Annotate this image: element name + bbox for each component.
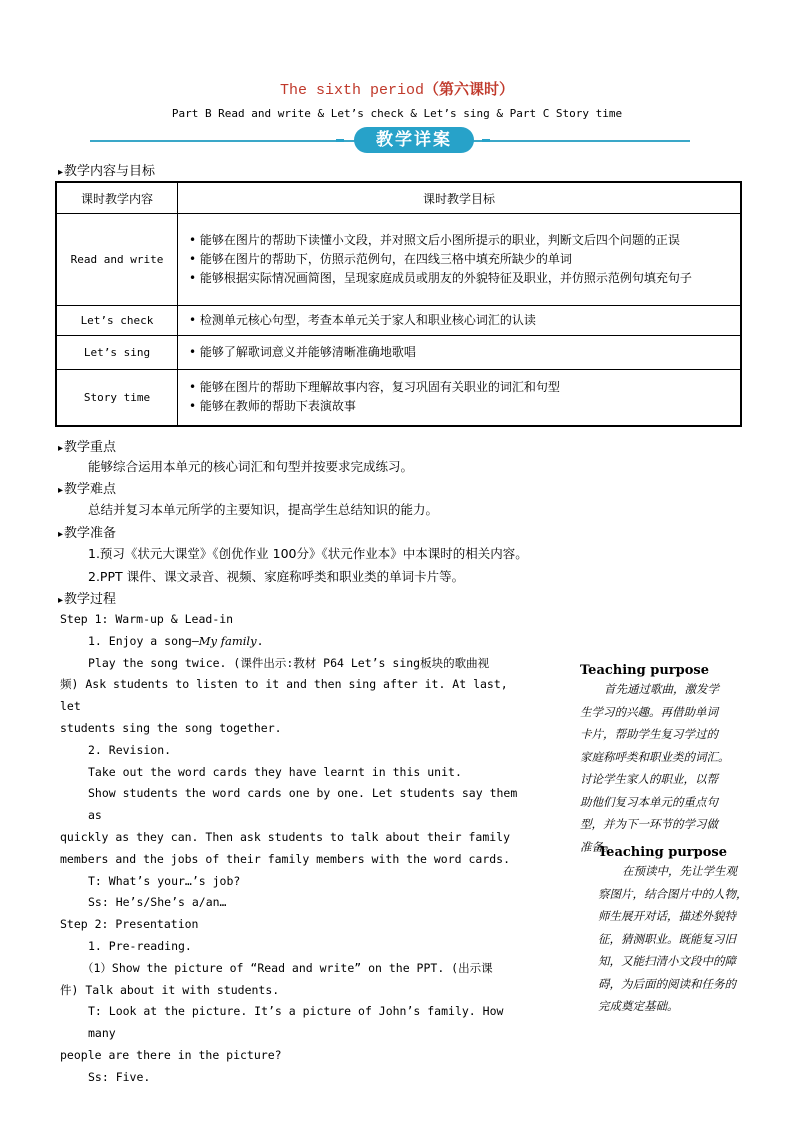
process-line: 件) Talk about it with students. — [60, 982, 280, 997]
sidebar-note-line: 师生展开对话，描述外貌特 — [598, 909, 736, 923]
process-line: Ss: He’s/She’s a/an… — [88, 895, 227, 910]
table-cell-goals — [178, 306, 742, 336]
sidebar-note-line: 碍，为后面的阅读和任务的 — [598, 976, 736, 991]
process-body — [60, 609, 532, 1089]
sidebar-note-line: 征，猜测职业。既能复习旧 — [598, 931, 736, 946]
sidebar-note-line: 讨论学生家人的职业，以帮 — [580, 772, 718, 786]
prep-item: 2.PPT 课件、课文录音、视频、家庭称呼类和职业类的单词卡片等。 — [88, 569, 465, 584]
table-cell-goals — [178, 336, 742, 370]
table-cell-lesson: Read and write — [56, 214, 178, 306]
section-heading-difficulties: ▸ 教学难点 — [58, 478, 116, 497]
process-line: quickly as they can. Then ask students to talk about their family — [60, 829, 511, 844]
table-cell-lesson: Story time — [56, 370, 178, 426]
page-subtitle: Part B Read and write & Let’s check & Let’s sing & Part C Story time — [171, 107, 623, 120]
sidebar-note-line: 家庭称呼类和职业类的词汇。 — [580, 749, 730, 764]
section-banner: 教学详案 — [354, 127, 474, 153]
sidebar-note-line: 首先通过歌曲，激发学 — [604, 682, 719, 696]
sidebar-note-line: 卡片，帮助学生复习学过的 — [580, 727, 718, 741]
goal-item: • 能够了解歌词意义并能够清晰准确地歌唱 — [187, 343, 733, 362]
step-heading: Step 2: Presentation — [60, 917, 199, 932]
title-chinese: （第六课时） — [424, 80, 515, 98]
goal-item: • 检测单元核心句型，考查本单元关于家人和职业核心词汇的认读 — [187, 311, 733, 330]
table-row — [56, 336, 741, 370]
sidebar-note-line: 助他们复习本单元的重点句 — [580, 794, 718, 809]
sidebar-note-line: 准备。 — [580, 839, 615, 854]
sidebar-note-line: 在预读中，先让学生观 — [622, 864, 737, 878]
banner-dash-right — [482, 139, 490, 142]
sidebar-note-line: 完成奠定基础。 — [598, 999, 679, 1013]
process-line: students sing the song together. — [60, 720, 282, 735]
process-line: members and the jobs of their family members with the word cards. — [60, 851, 511, 866]
title-english: The sixth period — [279, 82, 424, 99]
process-line: T: What’s your…’s job? — [88, 873, 241, 888]
sidebar-note-line: 生学习的兴趣。再借助单词 — [580, 704, 718, 719]
table-cell-goals — [178, 370, 742, 426]
sidebar-note-title: Teaching purpose — [598, 845, 727, 860]
table-row — [56, 370, 741, 426]
table-cell-goals — [178, 214, 742, 306]
goal-item: • 能够在图片的帮助下，仿照示范例句，在四线三格中填充所缺少的单词 — [187, 250, 733, 269]
goals-table — [55, 181, 742, 427]
banner-dash-left — [336, 139, 344, 142]
goal-item: • 能够根据实际情况画简图，呈现家庭成员或朋友的外貌特征及职业，并仿照示范例句填充句子 — [187, 269, 733, 288]
process-line: 频) Ask students to listen to it and then sing after it. At last, let — [60, 677, 508, 714]
process-line: （1）Show the picture of “Read and write” on the PPT. (出示课 — [82, 960, 493, 975]
page-title — [0, 78, 794, 99]
process-line: Ss: Five. — [88, 1069, 151, 1084]
table-cell-lesson: Let’s sing — [56, 336, 178, 370]
process-line: Show students the word cards one by one. Let students say them as — [88, 786, 518, 823]
process-line: 1. Pre-reading. — [88, 938, 192, 953]
section-heading-key-points: ▸ 教学重点 — [58, 436, 116, 455]
process-line: T: Look at the picture. It’s a picture of John’s family. How many — [88, 1004, 504, 1041]
section-heading-process: ▸ 教学过程 — [58, 588, 116, 607]
table-cell-lesson: Let’s check — [56, 306, 178, 336]
goal-item: • 能够在图片的帮助下读懂小文段，并对照文后小图所提示的职业，判断文后四个问题的正误 — [187, 231, 733, 250]
sidebar-note-line: 型，并为下一环节的学习做 — [580, 817, 718, 831]
difficulties-text: 总结并复习本单元所学的主要知识，提高学生总结知识的能力。 — [88, 502, 439, 517]
sidebar-note — [598, 845, 774, 1018]
process-line: Play the song twice. (课件出示:教材 P64 Let’s sing板块的歌曲视 — [88, 655, 490, 670]
table-header-goals: 课时教学目标 — [178, 182, 742, 214]
table-row — [56, 306, 741, 336]
goal-item: • 能够在教师的帮助下表演故事 — [187, 397, 733, 416]
table-row — [56, 214, 741, 306]
table-header-content: 课时教学内容 — [56, 182, 178, 214]
sidebar-note-line: 知，又能扫清小文段中的障 — [598, 954, 736, 968]
sidebar-note-title: Teaching purpose — [580, 663, 709, 678]
sidebar-note-line: 察图片，结合图片中的人物， — [598, 886, 748, 901]
process-line: Take out the word cards they have learnt in this unit. — [88, 764, 462, 779]
prep-item: 1.预习《状元大课堂》《创优作业 100分》《状元作业本》中本课时的相关内容。 — [88, 546, 528, 561]
goal-item: • 能够在图片的帮助下理解故事内容，复习巩固有关职业的词汇和句型 — [187, 378, 733, 397]
process-line: people are there in the picture? — [60, 1047, 282, 1062]
step-heading: Step 1: Warm-up & Lead-in — [60, 612, 234, 626]
process-line: 1. Enjoy a song—My family. — [88, 633, 264, 648]
section-heading-content-goals: ▸ 教学内容与目标 — [58, 160, 155, 179]
process-line: 2. Revision. — [88, 742, 172, 757]
table-header-row — [56, 182, 741, 214]
sidebar-note — [580, 663, 770, 858]
key-points-text: 能够综合运用本单元的核心词汇和句型并按要求完成练习。 — [88, 459, 414, 474]
section-heading-preparation: ▸ 教学准备 — [58, 522, 116, 541]
